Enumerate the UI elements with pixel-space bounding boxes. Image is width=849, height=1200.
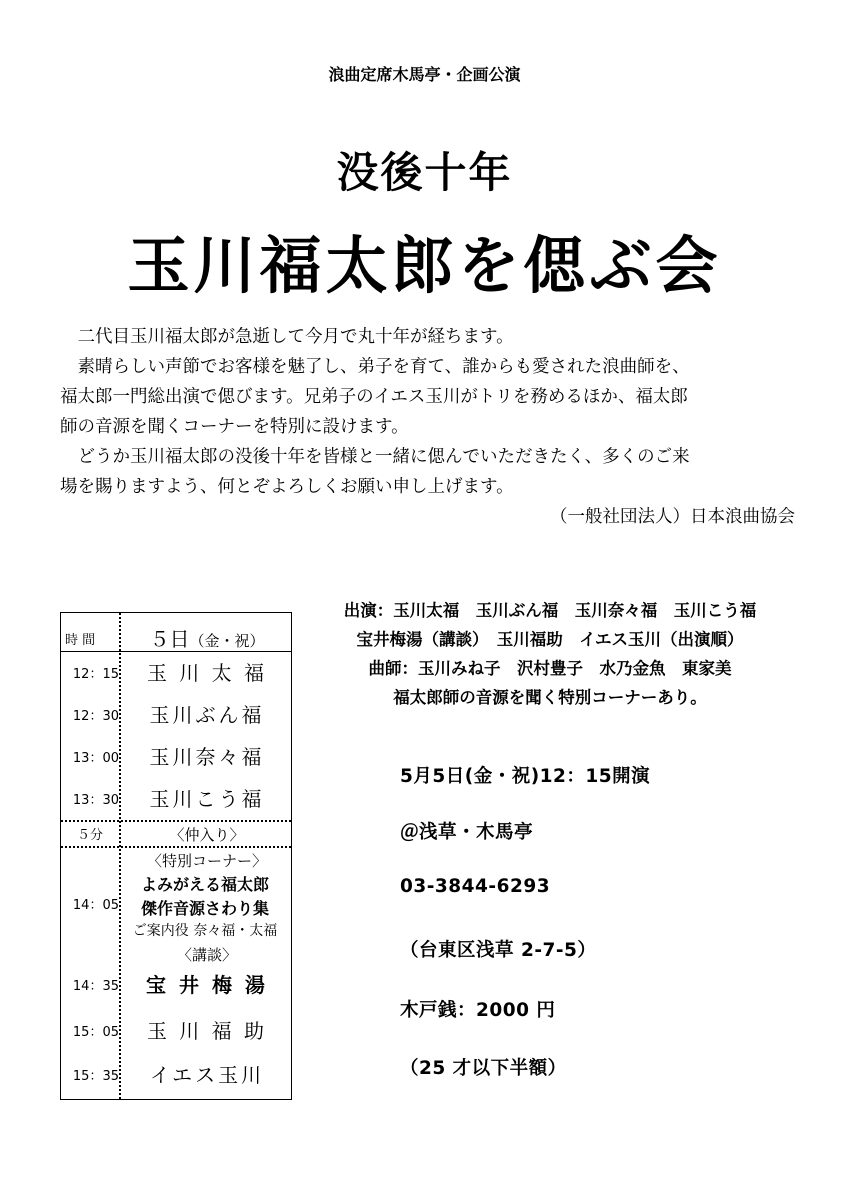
date-header bbox=[123, 623, 291, 652]
cast-line: 宝井梅湯（講談） 玉川福助 イエス玉川（出演順） bbox=[356, 630, 744, 649]
organizer-line: 浪曲定席木馬亭・企画公演 bbox=[328, 65, 521, 84]
slot-time: 15：05 bbox=[72, 1025, 119, 1040]
event-subtitle: 没後十年 bbox=[336, 148, 513, 197]
event-address: （台東区浅草 2-7-5） bbox=[400, 940, 597, 961]
slot-performer: 玉川こう福 bbox=[149, 787, 265, 811]
kodan-label: 〈講談〉 bbox=[176, 946, 237, 964]
special-label: 〈特別コーナー〉 bbox=[146, 852, 267, 870]
intro-line: 師の音源を聞くコーナーを特別に設けます。 bbox=[60, 417, 409, 437]
slot-performer: イエス玉川 bbox=[149, 1063, 265, 1087]
admission-fee: 木戸銭：2000 円 bbox=[400, 1000, 556, 1021]
discount-note: （25 才以下半額） bbox=[400, 1058, 567, 1079]
intro-line: 場を賜りますよう、何とぞよろしくお願い申し上げます。 bbox=[60, 477, 514, 497]
special-line: 傑作音源さわり集 bbox=[140, 899, 269, 918]
slot-time: 15：35 bbox=[72, 1069, 119, 1084]
cast-line: 曲師：玉川みね子 沢村豊子 水乃金魚 東家美 bbox=[368, 659, 732, 678]
break-label: 〈仲入り〉 bbox=[169, 826, 245, 844]
slot-performer: 玉川ぶん福 bbox=[149, 703, 265, 727]
slot-time: 14：35 bbox=[72, 979, 119, 994]
date-day: ５日 bbox=[149, 627, 190, 651]
schedule-table bbox=[60, 612, 292, 1100]
slot-performer: 玉 川 太 福 bbox=[146, 661, 268, 685]
break-divider bbox=[61, 846, 291, 848]
slot-performer: 宝 井 梅 湯 bbox=[146, 973, 268, 997]
intro-line: 二代目玉川福太郎が急逝して今月で丸十年が経ちます。 bbox=[77, 327, 514, 347]
slot-time: 12：15 bbox=[72, 667, 119, 682]
event-venue: ＠浅草・木馬亭 bbox=[400, 822, 534, 843]
header-divider bbox=[61, 651, 291, 652]
slot-performer: 玉 川 福 助 bbox=[146, 1019, 268, 1043]
break-time: ５分 bbox=[76, 828, 103, 843]
slot-time: 12：30 bbox=[72, 709, 119, 724]
event-datetime: 5月5日(金・祝)12：15開演 bbox=[400, 766, 651, 787]
cast-block bbox=[300, 596, 800, 712]
slot-time: 13：30 bbox=[72, 793, 119, 808]
slot-time: 13：00 bbox=[72, 751, 119, 766]
special-guide: ご案内役 奈々福・太福 bbox=[132, 923, 278, 939]
time-header: 時 間 bbox=[65, 633, 96, 648]
cast-line: 出演：玉川太福 玉川ぶん福 玉川奈々福 玉川こう福 bbox=[343, 601, 757, 620]
date-weekday: （金・祝） bbox=[189, 632, 265, 650]
event-title: 玉川福太郎を偲ぶ会 bbox=[127, 229, 722, 302]
break-divider bbox=[61, 820, 291, 822]
signature: （一般社団法人）日本浪曲協会 bbox=[550, 507, 795, 527]
column-divider bbox=[119, 613, 121, 1099]
slot-time: 14：05 bbox=[72, 898, 119, 913]
intro-line: 素晴らしい声節でお客様を魅了し、弟子を育て、誰からも愛された浪曲師を、 bbox=[77, 357, 690, 377]
intro-line: 福太郎一門総出演で偲びます。兄弟子のイエス玉川がトリを務めるほか、福太郎 bbox=[60, 387, 688, 407]
slot-performer: 玉川奈々福 bbox=[149, 745, 265, 769]
intro-text bbox=[60, 322, 795, 532]
special-line: よみがえる福太郎 bbox=[140, 875, 269, 894]
intro-line: どうか玉川福太郎の没後十年を皆様と一緒に偲んでいただきたく、多くのご来 bbox=[77, 447, 690, 467]
event-phone: 03-3844-6293 bbox=[400, 876, 551, 897]
cast-line: 福太郎師の音源を聞く特別コーナーあり。 bbox=[393, 688, 707, 707]
